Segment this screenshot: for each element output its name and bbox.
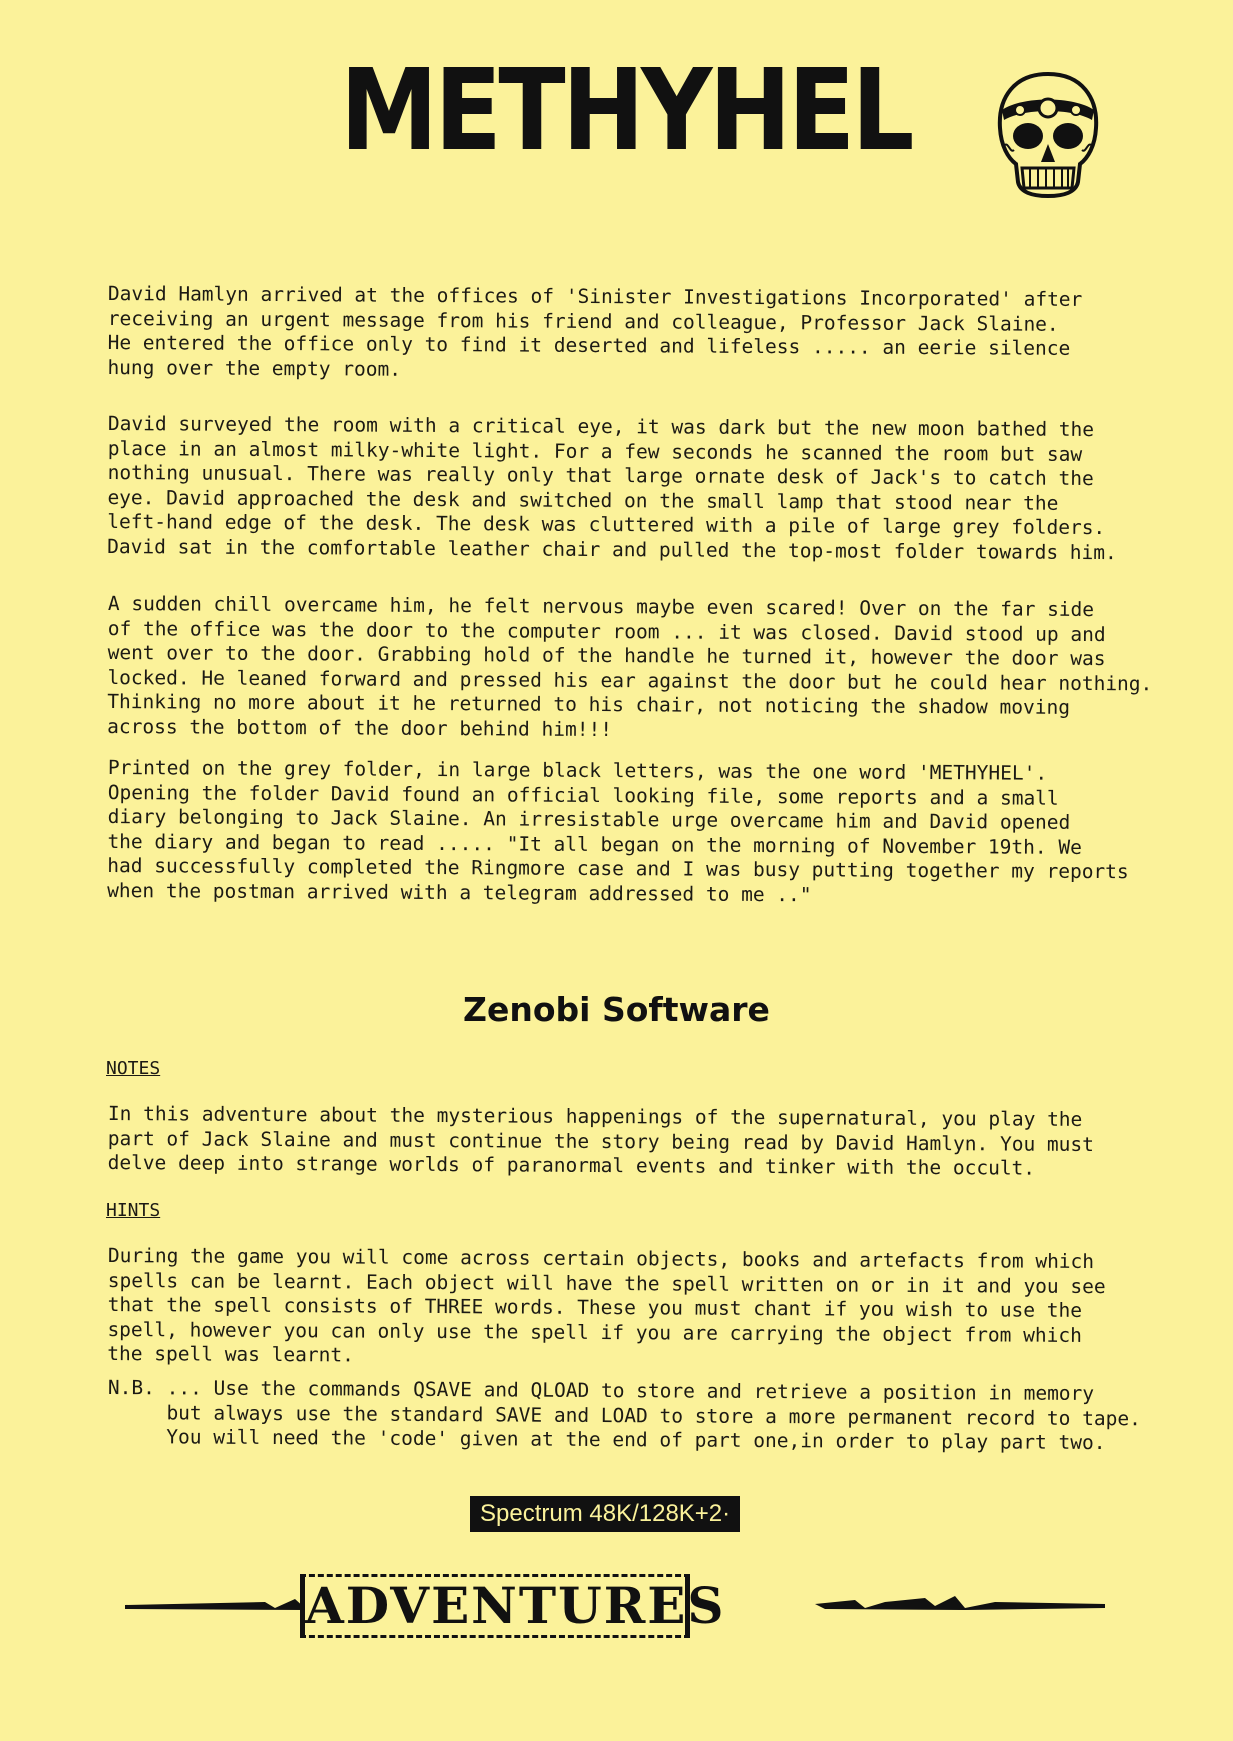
story-paragraph-1: David Hamlyn arrived at the offices of 'Sinister Investigations Incorporated' after receiving an urgent message from his friend and colleague, Professor Jack Slaine. He entered the office only to find it deserted and lifeless ..... an eerie silence hung over the empty room.	[107, 282, 1083, 381]
skull-icon	[992, 70, 1104, 200]
hints-text: During the game you will come across certain objects, books and artefacts from which spells can be learnt. Each object will have the spell written on or in it and you see that the spell consists of THREE words. These you must chant if you wish to use the spell, however you can only use the spell if you are carrying the object from which the spell was learnt.	[107, 1244, 1106, 1367]
story-paragraph-3: A sudden chill overcame him, he felt nervous maybe even scared! Over on the far side of the office was the door to the computer room ... it was closed. David stood up and went over to the door. Grabbing hold of the handle he turned it, however the door was locked. He leaned forward and pressed his ear against the door but he could hear nothing. Thinking no more about it he returned to his chair, not noticing the shadow moving across the bottom of the door behind him!!!	[107, 592, 1153, 741]
story-paragraph-2: David surveyed the room with a critical eye, it was dark but the new moon bathed the place in an almost milky-white light. For a few seconds he scanned the room but saw nothing unusual. There was really only that large ornate desk of Jack's to catch the eye. David approached the desk and switched on the small lamp that stood near the left-hand edge of the desk. The desk was cluttered with a pile of large grey folders. David sat in the comfortable leather chair and pulled the top-most folder towards him.	[107, 412, 1117, 564]
platform-badge: Spectrum 48K/128K+2·	[470, 1496, 740, 1532]
story-paragraph-4: Printed on the grey folder, in large black letters, was the one word 'METHYHEL'. Opening the folder David found an official looking file, some reports and a small diary belonging to Jack Slaine. An irresistable urge overcame him and David opened the diary and began to read ..... "It all began on the morning of November 19th. We had successfully completed the Ringmore case and I was busy putting together my reports when the postman arrived with a telegram addressed to me .."	[107, 756, 1129, 906]
notes-heading: NOTES	[106, 1058, 161, 1079]
adventures-banner-text: ADVENTURES	[300, 1574, 690, 1638]
nb-text: N.B. ... Use the commands QSAVE and QLOAD to store and retrieve a position in memory but always use the standard SAVE and LOAD to store a more permanent record to tape. You will need the 'code' given at the end of part one,in order to play part two.	[107, 1376, 1141, 1455]
publisher-name: Zenobi Software	[463, 990, 770, 1029]
game-title: METHYHEL	[340, 46, 911, 176]
hints-heading: HINTS	[106, 1200, 161, 1221]
notes-text: In this adventure about the mysterious happenings of the supernatural, you play the part of Jack Slaine and must continue the story being read by David Hamlyn. You must delve deep into strange worlds of paranormal events and tinker with the occult.	[107, 1102, 1095, 1180]
